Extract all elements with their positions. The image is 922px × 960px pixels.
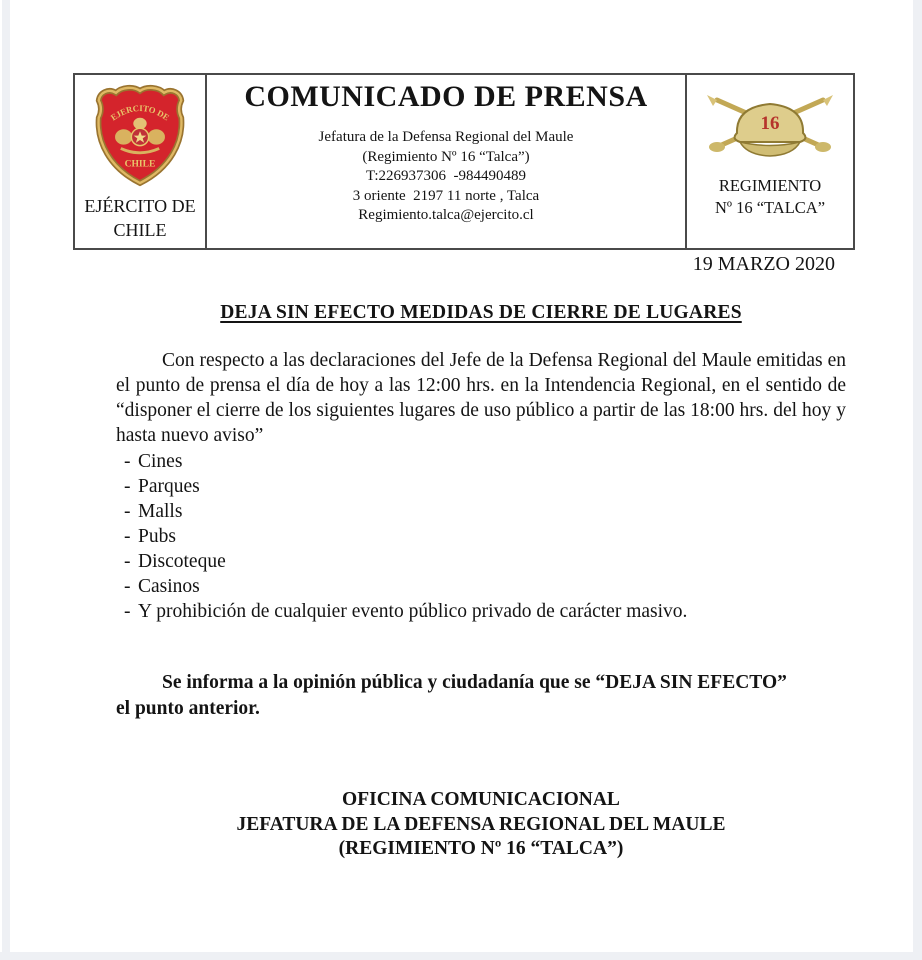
crest-bottom-text: CHILE	[124, 158, 156, 170]
letterhead-address-block	[319, 128, 574, 226]
list-item-label: Y prohibición de cualquier evento público privado de carácter masivo.	[138, 601, 688, 622]
list-item	[116, 499, 846, 524]
crest-plume	[133, 118, 146, 130]
org-name-line1: EJÉRCITO DE	[84, 196, 196, 216]
list-item	[116, 474, 846, 499]
regiment-name-line1: REGIMIENTO	[718, 176, 822, 195]
press-release-title: COMUNICADO DE PRENSA	[244, 80, 648, 113]
list-item	[116, 449, 846, 474]
list-item-label: Malls	[138, 501, 183, 522]
list-item	[116, 574, 846, 599]
lance-tip	[707, 95, 717, 106]
lance-tip	[823, 95, 833, 106]
crest-huemul	[115, 129, 132, 144]
org-name	[84, 194, 195, 242]
helmet-cheek-guard	[740, 142, 800, 156]
army-crest-icon	[92, 84, 188, 188]
announcement-line2: el punto anterior.	[116, 698, 260, 719]
list-dash: -	[124, 551, 131, 572]
lance-butt	[709, 142, 725, 152]
address-line: Jefatura de la Defensa Regional del Maule	[318, 129, 574, 145]
letterhead-table	[73, 73, 855, 250]
address-line: (Regimiento Nº 16 “Talca”)	[362, 148, 530, 165]
closure-list	[116, 449, 846, 624]
signature-block	[116, 788, 846, 862]
list-item-label: Casinos	[138, 576, 200, 597]
regiment-name	[715, 175, 825, 218]
insignia-number: 16	[760, 113, 780, 134]
letterhead-left-cell	[75, 75, 207, 248]
viewer-edge-right	[913, 0, 922, 960]
list-dash: -	[124, 501, 131, 522]
list-item	[116, 549, 846, 574]
document-headline: DEJA SIN EFECTO MEDIDAS DE CIERRE DE LUGARES	[220, 302, 742, 323]
list-dash: -	[124, 526, 131, 547]
regiment-insignia-icon	[703, 87, 837, 163]
list-item-label: Cines	[138, 451, 183, 472]
announcement-line1: Se informa a la opinión pública y ciudadanía que se “DEJA SIN EFECTO”	[162, 672, 787, 693]
lance-butt	[815, 142, 831, 152]
letterhead-center-cell	[207, 75, 685, 248]
viewer-edge-bottom	[0, 952, 922, 960]
crest-arc-text: EJERCITO DE	[108, 102, 172, 123]
list-dash: -	[124, 576, 131, 597]
crest-condor	[148, 129, 165, 144]
signature-line-office: OFICINA COMUNICACIONAL	[342, 789, 620, 810]
signature-line-regiment: (REGIMIENTO Nº 16 “TALCA”)	[338, 838, 624, 859]
list-item	[116, 524, 846, 549]
list-dash: -	[124, 476, 131, 497]
list-item-label: Pubs	[138, 526, 176, 547]
list-item	[116, 599, 846, 624]
address-line: T:226937306 -984490489	[365, 168, 527, 184]
list-dash: -	[124, 601, 131, 622]
list-dash: -	[124, 451, 131, 472]
address-line-email: Regimiento.talca@ejercito.cl	[358, 207, 534, 223]
document-date: 19 MARZO 2020	[692, 253, 835, 275]
paragraph-context: Con respecto a las declaraciones del Jefe de la Defensa Regional del Maule emitidas en el punto de prensa el día de hoy a las 12:00 hrs. en la Intendencia Regional, en el sentido de “disponer el cierre de los siguientes lugares de uso público a partir de las 18:00 hrs. del hoy y hasta nuevo aviso”	[116, 350, 846, 446]
list-item-label: Parques	[138, 476, 200, 497]
list-item-label: Discoteque	[138, 551, 226, 572]
viewer-edge-left	[2, 0, 10, 960]
address-line: 3 oriente 2197 11 norte , Talca	[352, 187, 540, 204]
document-body	[116, 302, 846, 862]
regiment-name-line2: Nº 16 “TALCA”	[714, 197, 826, 217]
org-name-line2: CHILE	[113, 220, 167, 240]
signature-line-jefatura: JEFATURA DE LA DEFENSA REGIONAL DEL MAULE	[236, 813, 726, 835]
paragraph-announcement	[116, 670, 846, 722]
letterhead-right-cell	[685, 75, 853, 248]
